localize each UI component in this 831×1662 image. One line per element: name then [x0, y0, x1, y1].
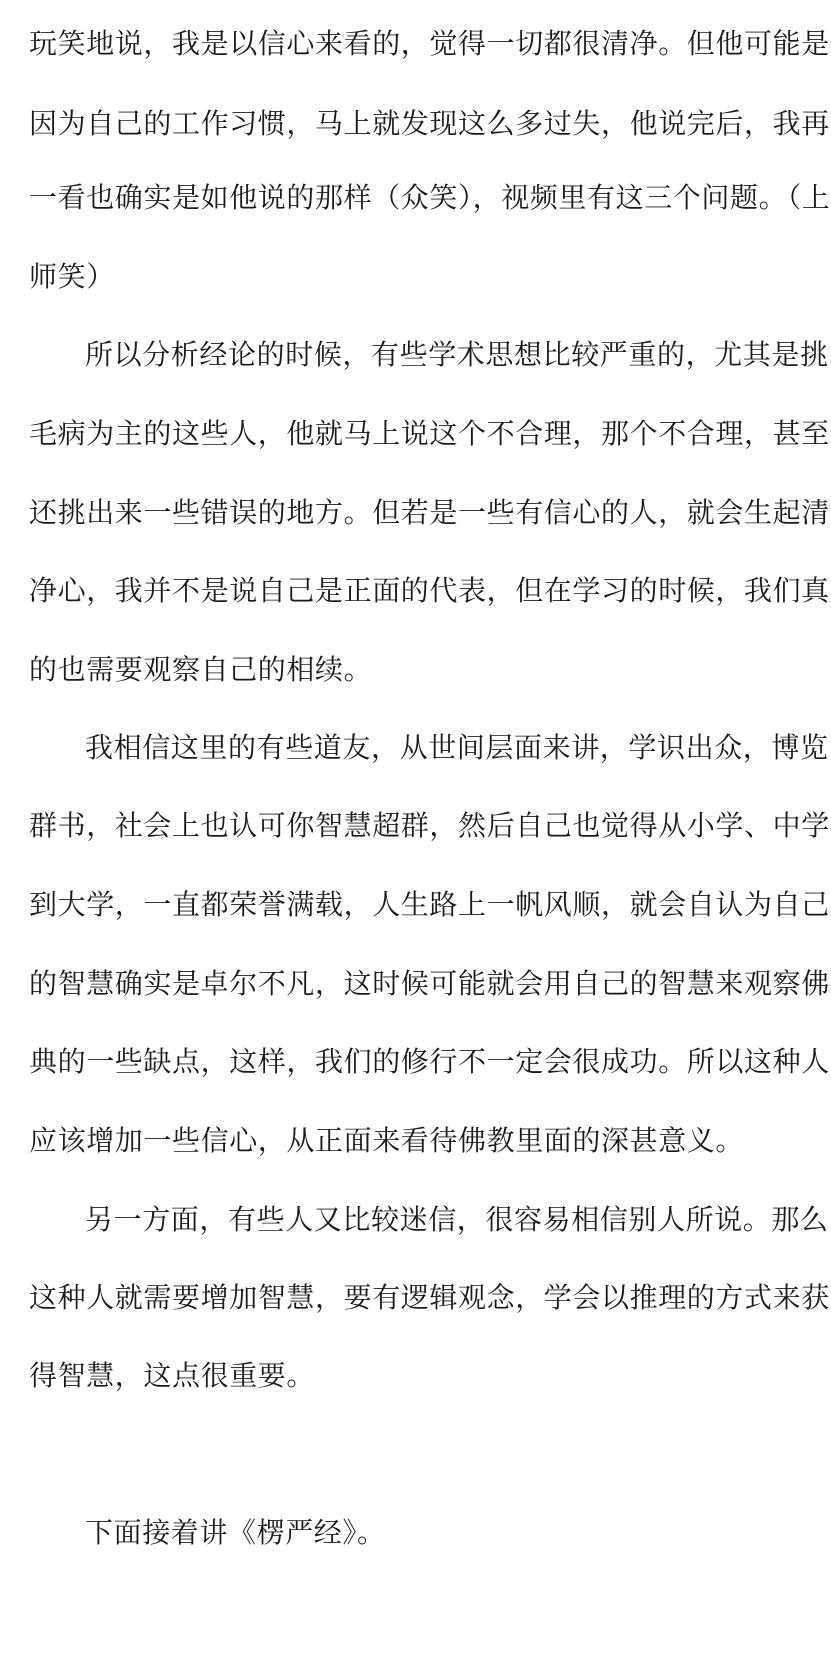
text-line: 典的一些缺点，这样，我们的修行不一定会很成功。所以这种人 — [29, 1045, 830, 1078]
text-line: 得智慧，这点很重要。 — [29, 1359, 316, 1392]
text-line: 因为自己的工作习惯，马上就发现这么多过失，他说完后，我再 — [29, 107, 830, 140]
text-line: 下面接着讲《楞严经》。 — [85, 1516, 386, 1549]
text-line: 我相信这里的有些道友，从世间层面来讲，学识出众，博览 — [85, 731, 829, 764]
text-line: 所以分析经论的时候，有些学术思想比较严重的，尤其是挑 — [85, 338, 829, 371]
text-line: 另一方面，有些人又比较迷信，很容易相信别人所说。那么 — [85, 1203, 829, 1236]
text-line: 玩笑地说，我是以信心来看的，觉得一切都很清净。但他可能是 — [29, 27, 830, 60]
text-line: 这种人就需要增加智慧，要有逻辑观念，学会以推理的方式来获 — [29, 1281, 830, 1314]
text-line: 净心，我并不是说自己是正面的代表，但在学习的时候，我们真 — [29, 574, 830, 607]
text-line: 到大学，一直都荣誉满载，人生路上一帆风顺，就会自认为自己 — [29, 888, 830, 921]
text-line: 毛病为主的这些人，他就马上说这个不合理，那个不合理，甚至 — [29, 417, 830, 450]
text-line: 师笑） — [29, 260, 115, 293]
text-line: 的智慧确实是卓尔不凡，这时候可能就会用自己的智慧来观察佛 — [29, 967, 830, 1000]
text-line: 还挑出来一些错误的地方。但若是一些有信心的人，就会生起清 — [29, 496, 830, 529]
text-line: 群书，社会上也认可你智慧超群，然后自己也觉得从小学、中学 — [29, 809, 830, 842]
text-line: 的也需要观察自己的相续。 — [29, 653, 373, 686]
text-line: 一看也确实是如他说的那样（众笑），视频里有这三个问题。（上 — [29, 181, 831, 214]
text-line: 应该增加一些信心，从正面来看待佛教里面的深甚意义。 — [29, 1124, 745, 1157]
